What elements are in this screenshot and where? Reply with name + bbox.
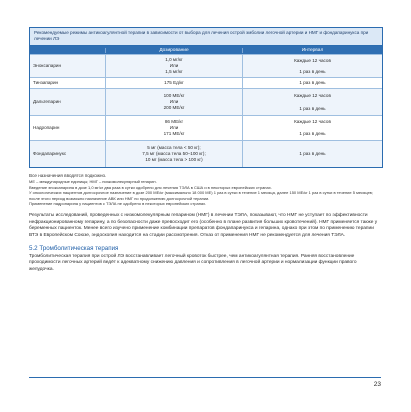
dose-cell bbox=[105, 141, 242, 167]
header-dose: Дозирование bbox=[105, 48, 242, 53]
table-row bbox=[30, 88, 382, 115]
interval-line: Каждые 12 часов bbox=[294, 57, 331, 63]
dose-line: Или bbox=[169, 63, 179, 68]
interval-line: Каждые 12 часов bbox=[294, 119, 331, 124]
dose-cell bbox=[105, 55, 242, 77]
note: Введение эноксапарина в дозе 1,0 мг/кг два раза в сутки одобрено для лечения ТЭЛА в США и в некоторых европейских странах. bbox=[29, 184, 272, 190]
table-header-row bbox=[30, 46, 382, 54]
table-row bbox=[30, 140, 382, 167]
page-content bbox=[29, 27, 381, 273]
dose-line: 200 МЕ/кг bbox=[163, 105, 185, 110]
dose-line: 175 Ед/кг bbox=[164, 80, 184, 85]
body-paragraph: Результаты исследований, проведенных с низкомолекулярным гепарином (НМГ) в лечении ТЭЛА, показывают, что НМГ не уступает по эффективности нефракционированному гепарину, а по безопасности даже превосходит его (особенно в плане развития больших кровотечений). НМГ применяется также у беременных пациенток. Менее всего изучено применение комбинации препаратов фондапаринукса и гепарина, однако при этом по применению терапии ВТЭ в Европейском Союзе, эндоскопия находится на стадии рассмотрения. Отказ от применения НМГ не рекомендуется для лечения ТЭЛА. bbox=[29, 213, 378, 238]
drug-name: Фондапаринукс bbox=[33, 151, 67, 156]
interval-cell bbox=[242, 116, 382, 140]
table-row bbox=[30, 77, 382, 88]
note: МЕ – международные единицы; НМГ – низкомолекулярный гепарин. bbox=[29, 179, 157, 185]
dose-line: 1,5 мг/кг bbox=[165, 69, 183, 74]
interval-line: 1 раз в день bbox=[299, 105, 326, 111]
interval-line: 1 раз в день bbox=[299, 68, 326, 74]
dose-cell bbox=[105, 78, 242, 88]
table-notes bbox=[29, 173, 381, 206]
header-interval: Интервал bbox=[242, 48, 382, 53]
page-number: 23 bbox=[373, 381, 381, 388]
interval-cell bbox=[242, 55, 382, 77]
note: Применение надропарина у пациентов с ТЭЛА не одобрено в некоторых европейских странах. bbox=[29, 201, 207, 207]
interval-cell bbox=[242, 141, 382, 167]
dose-line: 86 МЕ/кг bbox=[164, 119, 184, 124]
interval-cell bbox=[242, 78, 382, 88]
dose-line: Или bbox=[169, 99, 179, 104]
dosing-table bbox=[29, 27, 383, 168]
dose-line: 7,5 мг (масса тела 50–100 кг); bbox=[142, 151, 206, 156]
interval-cell bbox=[242, 89, 382, 115]
note: У онкологических пациентов долгосрочное назначение в дозе 200 МЕ/кг (максимально 18 000 МЕ) 1 раз в сутки в течение 1 месяца, далее 150 МЕ/кг 1 раз в сутки в течение 5 месяцев; после этого период возможно назначение АВК или НМГ по продолжению долгосрочной терапии. bbox=[29, 190, 373, 201]
section-heading: 5.2 Тромболитическая терапия bbox=[29, 245, 119, 253]
interval-line: 1 раз в день bbox=[299, 80, 326, 85]
dose-line: 10 мг (масса тела > 100 кг) bbox=[145, 157, 203, 162]
footer-rule bbox=[29, 377, 381, 378]
dose-line: Или bbox=[169, 125, 179, 130]
note: Все назначения вводятся подкожно. bbox=[29, 173, 107, 178]
interval-line: Каждые 12 часов bbox=[294, 92, 331, 98]
section-paragraph: Тромболитическая терапия при острой ЛЭ восстанавливает легочный кровоток быстрее, чем антикоагулянтная терапия. Ранняя восстановление проходимости легочных артерий ведёт к адекватному снижению давления и сопротивления в легочной артерии и нормализации функции правого желудочка. bbox=[29, 254, 357, 272]
table-title: Рекомендуемые режимы антикоагулянтной терапии в зависимости от выбора для лечения острой эмболии легочной артерии и НМГ и фондапаринукса при лечении ЛЭ bbox=[30, 28, 382, 46]
dose-cell bbox=[105, 89, 242, 115]
dose-line: 100 МЕ/кг bbox=[163, 93, 185, 98]
dose-cell bbox=[105, 116, 242, 140]
dose-line: 171 МЕ/кг bbox=[163, 131, 185, 136]
table-row bbox=[30, 115, 382, 140]
dose-line: 5 мг (масса тела < 50 кг); bbox=[147, 145, 201, 150]
drug-name: Дальтепарин bbox=[33, 99, 61, 104]
drug-name: Эноксапарин bbox=[33, 63, 62, 68]
interval-line: 1 раз в день bbox=[299, 151, 326, 156]
interval-line: 1 раз в день bbox=[299, 131, 326, 136]
table-row bbox=[30, 54, 382, 77]
drug-name: Тинзапарин bbox=[33, 80, 59, 85]
dose-line: 1,0 мг/кг bbox=[165, 57, 183, 62]
drug-name: Надропарин bbox=[33, 125, 60, 130]
